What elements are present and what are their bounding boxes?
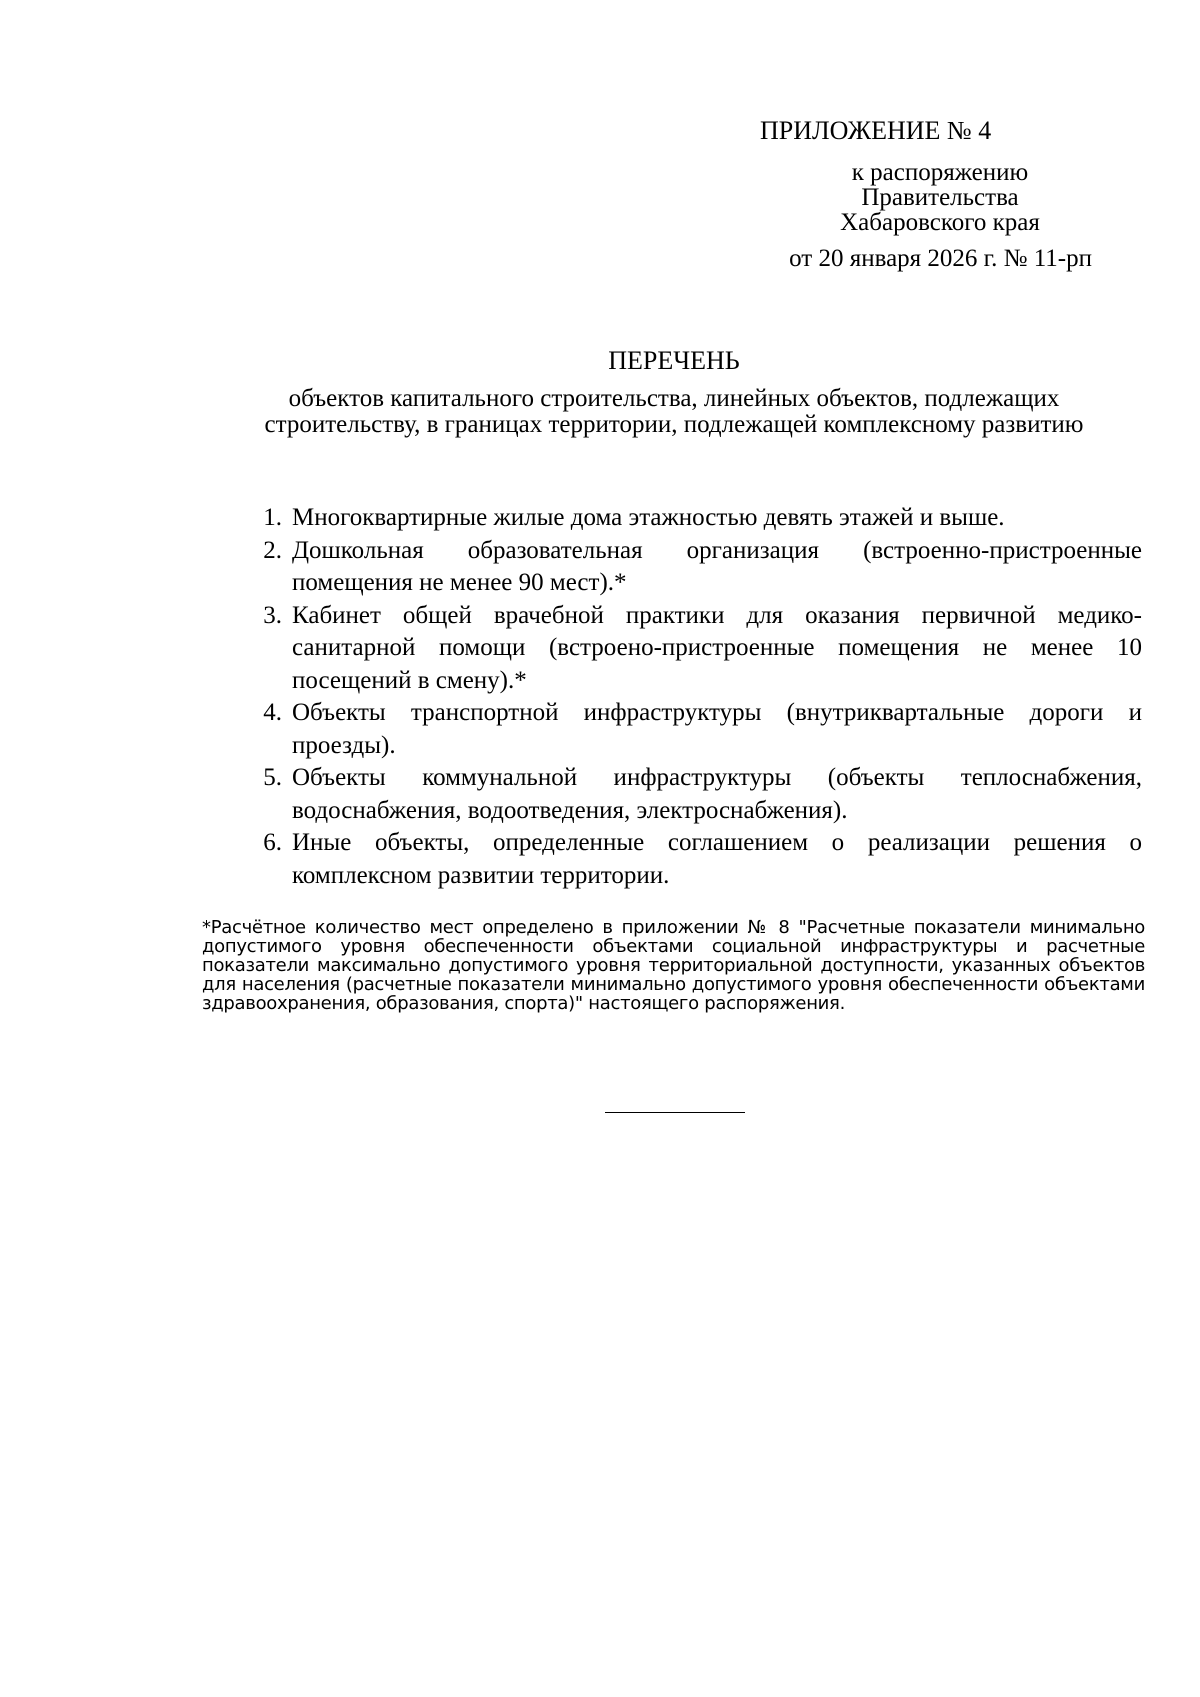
list-item <box>242 697 1142 762</box>
document-subtitle-line: строительству, в границах территории, подлежащей комплексному развитию <box>264 411 1084 438</box>
list-item-number: 1. <box>263 504 282 531</box>
list-item-number: 3. <box>263 601 282 629</box>
appendix-reference-line: Правительства <box>861 184 1019 211</box>
objects-list <box>242 502 1142 892</box>
document-title: ПЕРЕЧЕНЬ <box>608 346 740 375</box>
list-item-number: 2. <box>263 536 282 564</box>
appendix-date: от 20 января 2026 г. № 11-рп <box>789 245 1092 272</box>
appendix-reference-line: к распоряжению <box>851 159 1029 186</box>
appendix-reference <box>820 160 1060 235</box>
list-item-number: 5. <box>263 764 282 791</box>
footnote: *Расчётное количество мест определено в приложении № 8 "Расчетные показатели минимально допустимого уровня обеспеченности объектами социальной инфраструктуры и расчетные показатели максимально допустимого уровня территориальной доступности, указанных объектов для населения (расчетные показатели минимально допустимого уровня обеспеченности объектами здравоохранения, образования, спорта)" настоящего распоряжения. <box>202 917 1145 1014</box>
appendix-title: ПРИЛОЖЕНИЕ № 4 <box>760 116 992 145</box>
list-item-text: Объекты транспортной инфраструктуры (внутриквартальные дороги и проезды). <box>292 699 1142 759</box>
list-item-text: Многоквартирные жилые дома этажностью девять этажей и выше. <box>292 504 1005 531</box>
document-subtitle <box>200 386 1148 438</box>
document-subtitle-line: объектов капитального строительства, линейных объектов, подлежащих <box>288 385 1060 412</box>
list-item-number: 4. <box>263 699 282 726</box>
list-item <box>242 600 1142 698</box>
list-item-text: Дошкольная образовательная организация (встроенно-пристроенные помещения не менее 90 мест).* <box>292 536 1142 596</box>
list-item <box>242 762 1142 827</box>
list-item-text: Объекты коммунальной инфраструктуры (объекты теплоснабжения, водоснабжения, водоотведения, электроснабжения). <box>292 764 1142 824</box>
list-item <box>242 827 1142 892</box>
appendix-reference-line: Хабаровского края <box>840 209 1040 236</box>
end-separator-line <box>605 1112 745 1113</box>
list-item <box>242 502 1142 535</box>
list-item-text: Кабинет общей врачебной практики для оказания первичной медико-санитарной помощи (встроено-пристроенные помещения не менее 10 посещений в смену).* <box>292 601 1142 694</box>
list-item-number: 6. <box>263 829 282 856</box>
list-item <box>242 535 1142 600</box>
list-item-text: Иные объекты, определенные соглашением о реализации решения о комплексном развитии территории. <box>292 829 1142 889</box>
